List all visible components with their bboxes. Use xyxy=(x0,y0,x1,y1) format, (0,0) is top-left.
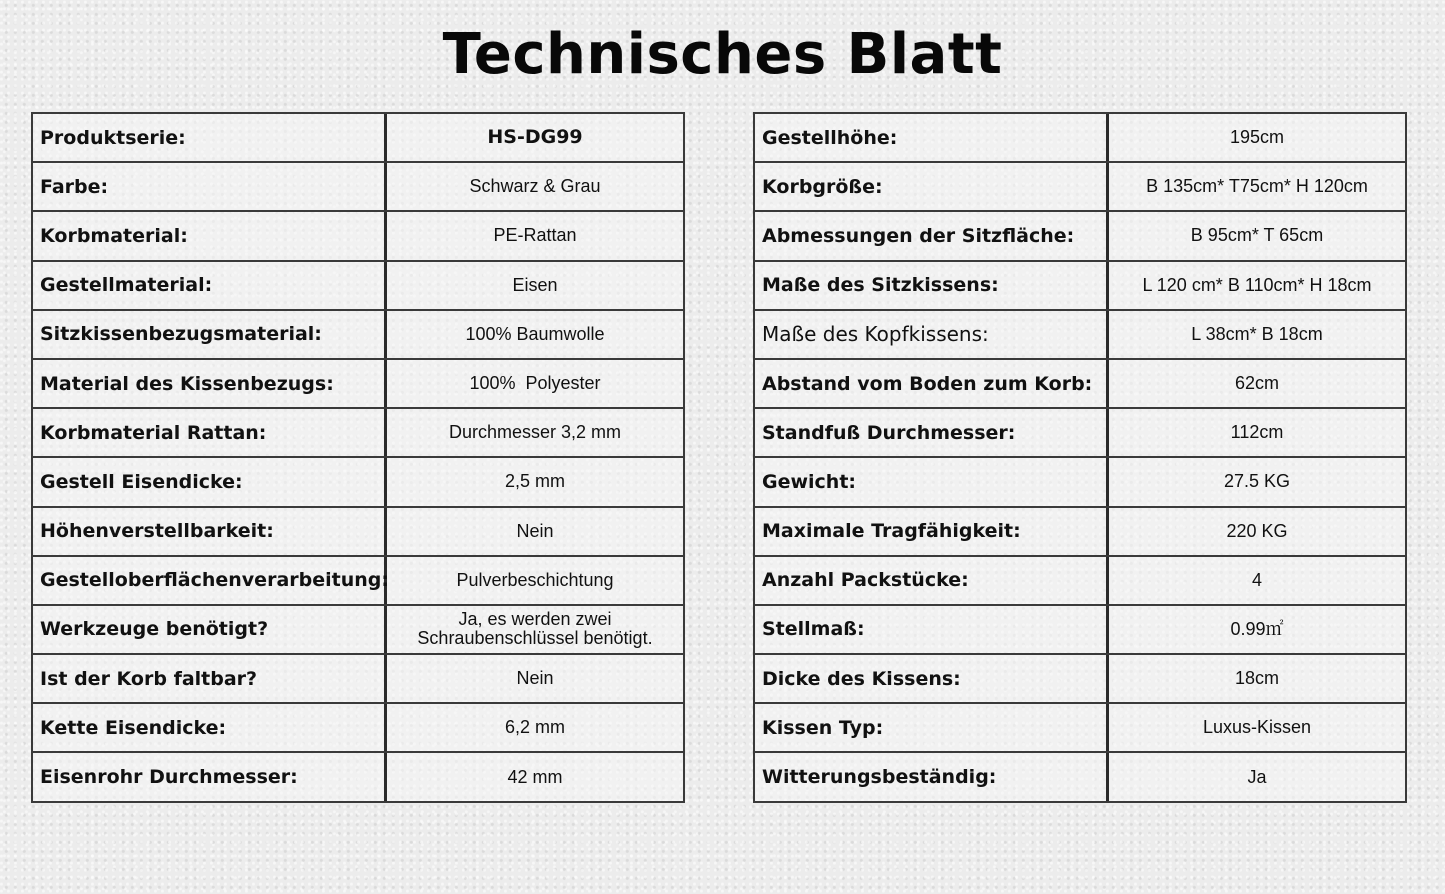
row-value: L 38cm* B 18cm xyxy=(1191,323,1323,344)
row-label: Maße des Kopfkissens: xyxy=(755,311,1109,358)
table-row xyxy=(33,311,683,360)
row-value: Schwarz & Grau xyxy=(469,176,601,197)
row-label: Standfuß Durchmesser: xyxy=(755,409,1109,456)
page-title: Technisches Blatt xyxy=(442,22,1003,87)
table-row xyxy=(755,311,1405,360)
row-value: 27.5 KG xyxy=(1223,471,1291,492)
row-label: Korbgröße: xyxy=(755,163,1109,210)
row-value: 18cm xyxy=(1234,668,1279,689)
table-row xyxy=(755,262,1405,311)
row-value: Luxus-Kissen xyxy=(1202,717,1312,738)
row-value: 100% Polyester xyxy=(469,373,601,394)
table-row xyxy=(33,360,683,409)
row-label: Korbmaterial: xyxy=(33,212,387,259)
row-label: Abmessungen der Sitzfläche: xyxy=(755,212,1109,259)
row-label: Abstand vom Boden zum Korb: xyxy=(755,360,1109,407)
row-label: Dicke des Kissens: xyxy=(755,655,1109,702)
row-label: Sitzkissenbezugsmaterial: xyxy=(33,311,387,358)
table-row xyxy=(33,655,683,704)
row-label: Gestellmaterial: xyxy=(33,262,387,309)
row-label: Ist der Korb faltbar? xyxy=(33,655,387,702)
row-value: 100% Baumwolle xyxy=(465,323,605,344)
row-value: 0.99㎡ xyxy=(1230,618,1284,639)
row-value: 42 mm xyxy=(507,766,563,787)
table-row xyxy=(755,557,1405,606)
row-label: Maximale Tragfähigkeit: xyxy=(755,508,1109,555)
row-value: B 95cm* T 65cm xyxy=(1190,225,1324,246)
row-label: Witterungsbeständig: xyxy=(755,753,1109,800)
spec-table-left xyxy=(31,112,685,803)
table-row xyxy=(33,212,683,261)
table-row xyxy=(755,360,1405,409)
row-value xyxy=(387,606,683,653)
table-row xyxy=(33,704,683,753)
row-label: Gewicht: xyxy=(755,458,1109,505)
row-value: Pulverbeschichtung xyxy=(456,569,614,590)
table-row xyxy=(33,753,683,802)
table-row xyxy=(755,409,1405,458)
table-row xyxy=(33,606,683,655)
row-value: 112cm xyxy=(1230,422,1284,443)
row-label: Höhenverstellbarkeit: xyxy=(33,508,387,555)
row-value: 220 KG xyxy=(1226,520,1288,541)
row-value: 2,5 mm xyxy=(504,471,565,492)
row-value: HS-DG99 xyxy=(487,126,583,149)
table-row xyxy=(755,458,1405,507)
table-row xyxy=(33,114,683,163)
row-value: B 135cm* T75cm* H 120cm xyxy=(1146,176,1368,197)
table-row xyxy=(755,655,1405,704)
table-row xyxy=(755,163,1405,212)
spec-table-right xyxy=(753,112,1407,803)
row-label: Kissen Typ: xyxy=(755,704,1109,751)
row-label: Maße des Sitzkissens: xyxy=(755,262,1109,309)
table-row xyxy=(755,606,1405,655)
row-label: Gestellhöhe: xyxy=(755,114,1109,161)
table-row xyxy=(33,458,683,507)
row-value: Nein xyxy=(516,520,554,541)
row-label: Kette Eisendicke: xyxy=(33,704,387,751)
row-value: Ja xyxy=(1247,766,1267,787)
row-value: Nein xyxy=(516,668,554,689)
table-row xyxy=(33,163,683,212)
row-label: Farbe: xyxy=(33,163,387,210)
table-row xyxy=(755,704,1405,753)
row-label: Material des Kissenbezugs: xyxy=(33,360,387,407)
row-label: Werkzeuge benötigt? xyxy=(33,606,387,653)
row-value: 4 xyxy=(1251,569,1262,590)
row-value-line-1: Ja, es werden zwei xyxy=(458,609,612,630)
row-value-line-2: Schraubenschlüssel benötigt. xyxy=(417,628,653,649)
row-value: 195cm xyxy=(1229,127,1285,148)
row-value: 6,2 mm xyxy=(504,717,565,738)
row-value: Eisen xyxy=(512,274,558,295)
row-label: Gestelloberflächenverarbeitung: xyxy=(33,557,387,604)
row-label: Anzahl Packstücke: xyxy=(755,557,1109,604)
table-row xyxy=(755,114,1405,163)
row-value: Durchmesser 3,2 mm xyxy=(448,422,622,443)
table-row xyxy=(755,212,1405,261)
table-row xyxy=(33,508,683,557)
row-label: Stellmaß: xyxy=(755,606,1109,653)
row-label: Korbmaterial Rattan: xyxy=(33,409,387,456)
row-label: Produktserie: xyxy=(33,114,387,161)
table-row xyxy=(33,557,683,606)
row-label: Eisenrohr Durchmesser: xyxy=(33,753,387,800)
table-row xyxy=(755,753,1405,802)
table-row xyxy=(33,409,683,458)
row-value: L 120 cm* B 110cm* H 18cm xyxy=(1142,274,1372,295)
row-label: Gestell Eisendicke: xyxy=(33,458,387,505)
table-row xyxy=(755,508,1405,557)
row-value: PE-Rattan xyxy=(493,225,577,246)
row-value: 62cm xyxy=(1234,373,1279,394)
table-row xyxy=(33,262,683,311)
